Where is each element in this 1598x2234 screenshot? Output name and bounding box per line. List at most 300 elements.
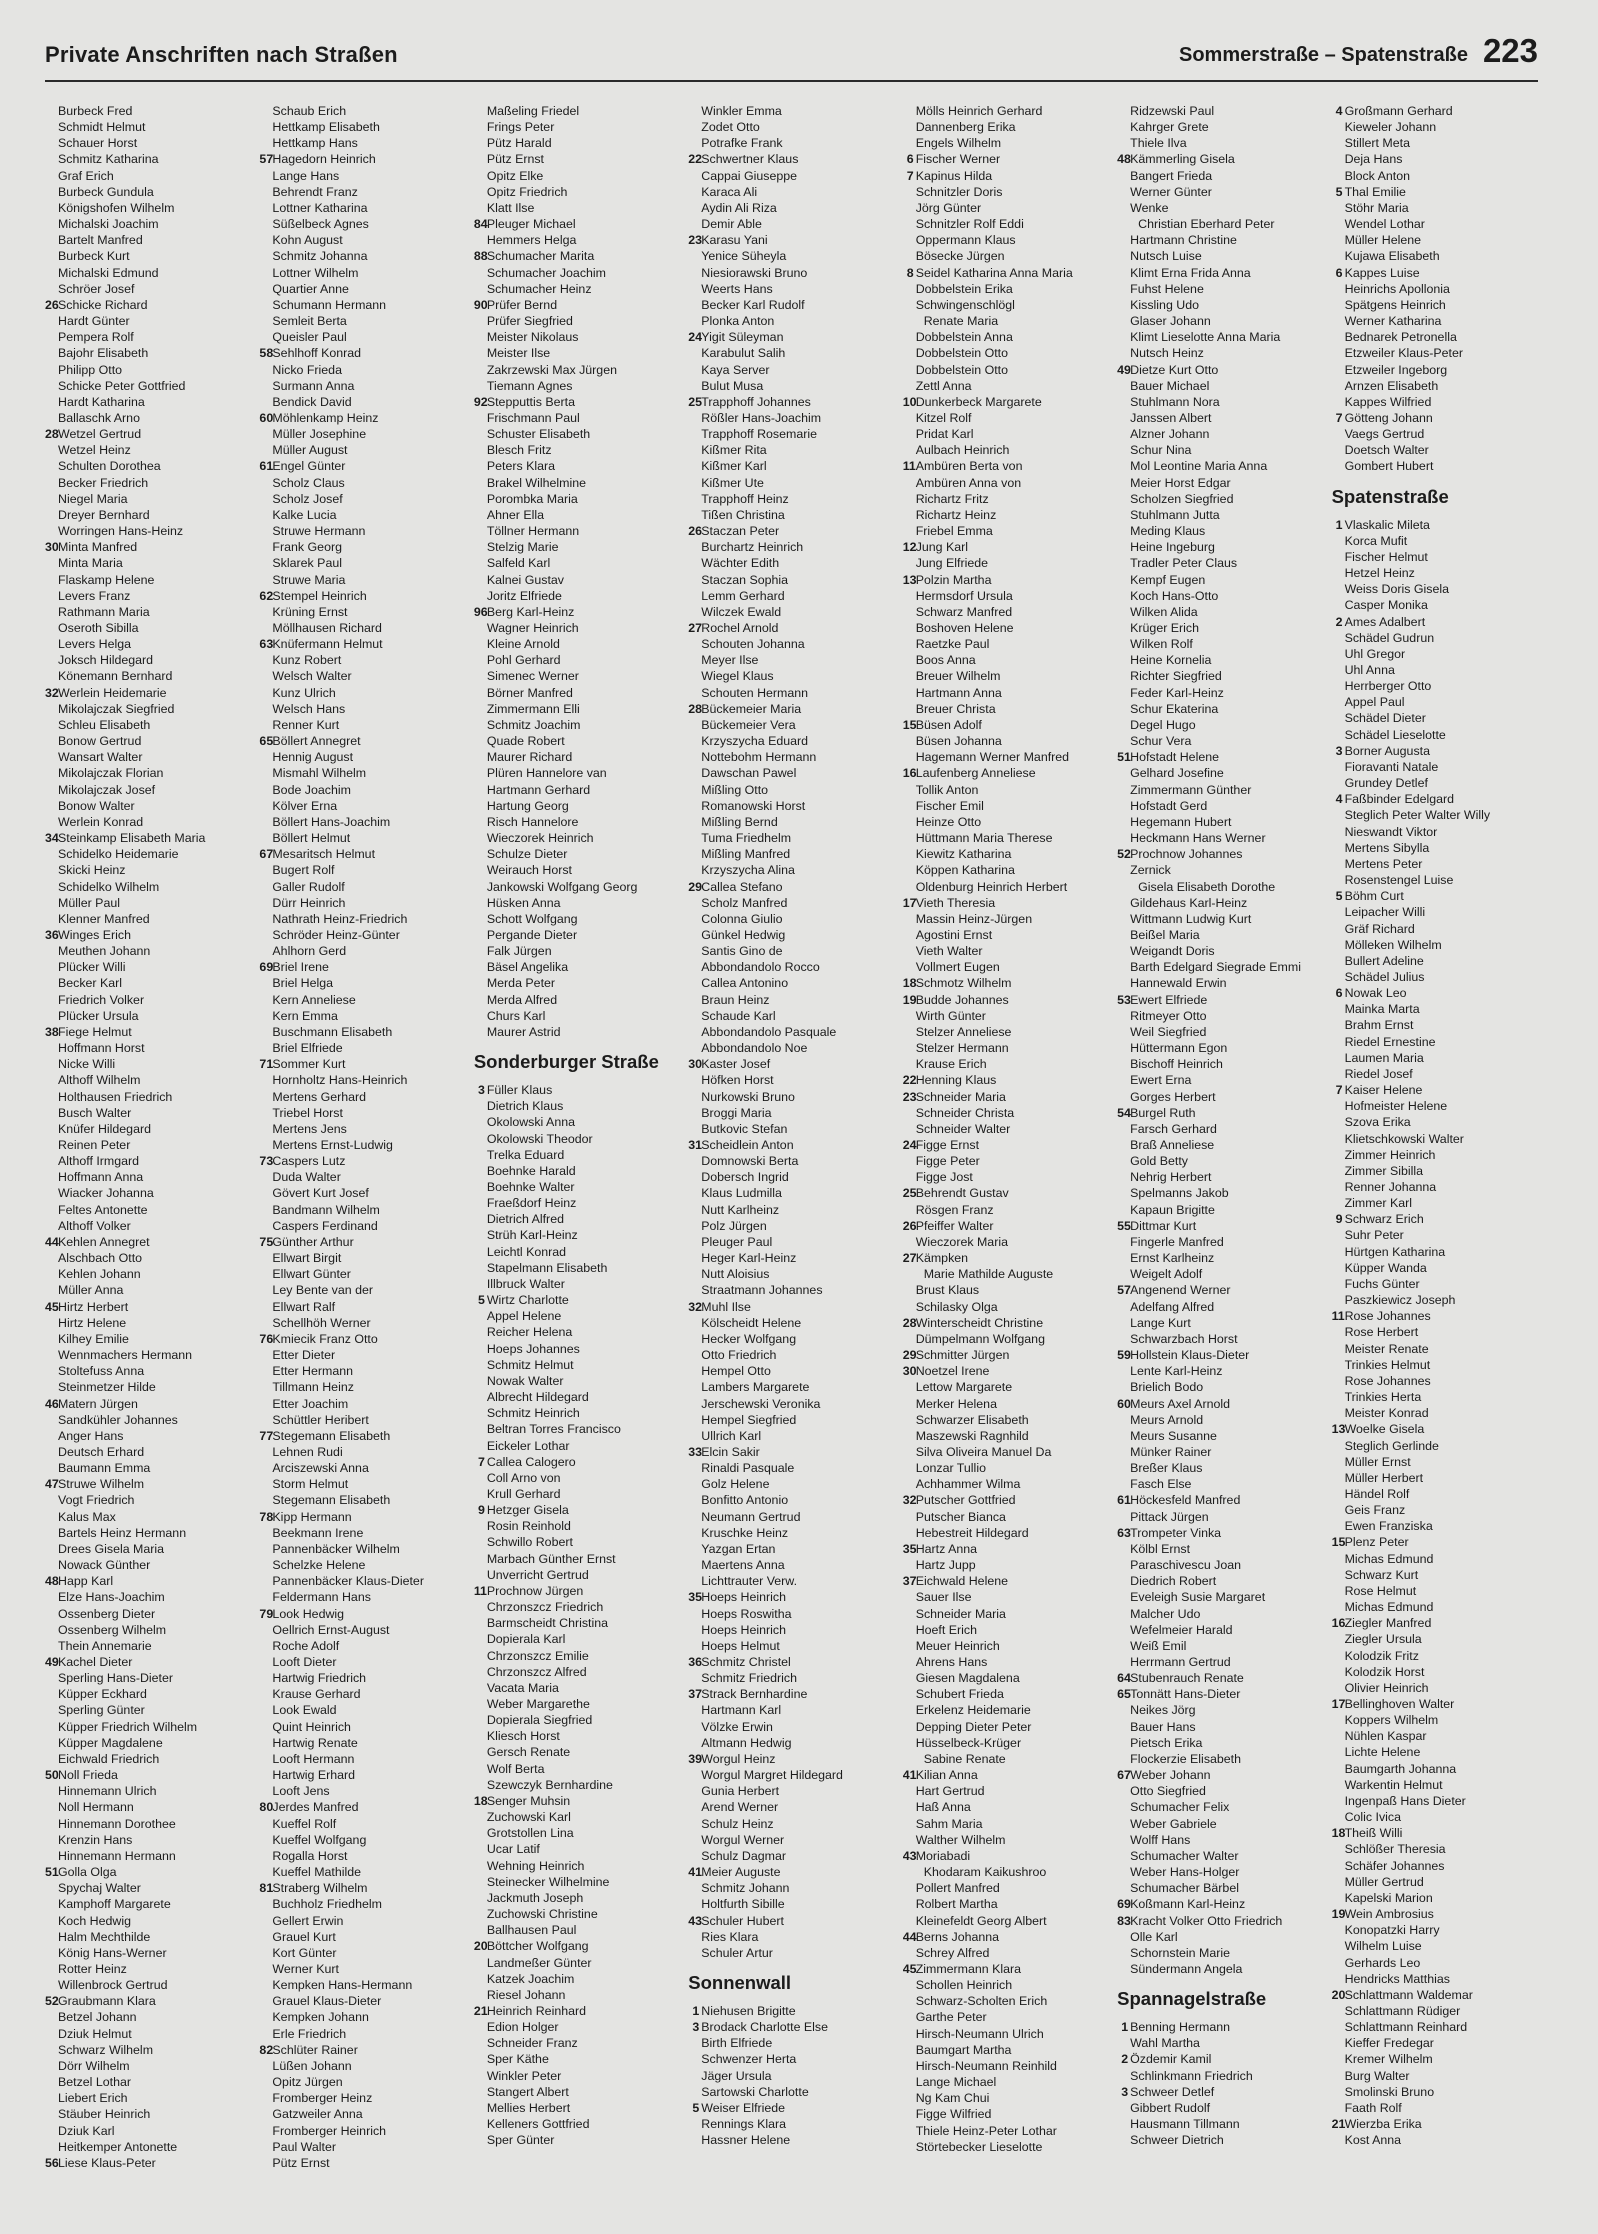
house-number: 28 — [902, 1315, 917, 1330]
resident-name: Lottner Katharina — [272, 200, 368, 215]
resident-name: Küpper Wanda — [1344, 1260, 1427, 1275]
resident-name: Mol Leontine Maria Anna — [1130, 459, 1268, 474]
resident-name: Wendel Lothar — [1344, 217, 1425, 232]
resident-entry — [1117, 1606, 1325, 1622]
resident-entry — [259, 168, 467, 184]
resident-name: Marie Mathilde Auguste — [923, 1267, 1054, 1282]
house-number: 7 — [1335, 1083, 1343, 1098]
resident-entry — [259, 1266, 467, 1282]
resident-name: Brahm Ernst — [1344, 1018, 1414, 1033]
house-number: 1 — [1335, 517, 1343, 532]
resident-name: Etter Joachim — [272, 1396, 349, 1411]
resident-name: Riesel Johann — [486, 1987, 566, 2002]
resident-entry — [259, 2009, 467, 2025]
resident-entry — [903, 1363, 1111, 1379]
resident-entry — [474, 2116, 682, 2132]
resident-name: Böllert Annegret — [272, 734, 361, 749]
resident-entry — [1332, 248, 1540, 264]
resident-entry — [1117, 604, 1325, 620]
resident-name: Golz Helene — [701, 1477, 770, 1492]
resident-name: Kracht Volker Otto Friedrich — [1130, 1913, 1283, 1928]
resident-name: Spychaj Walter — [58, 1881, 141, 1896]
resident-entry — [688, 1202, 896, 1218]
resident-entry — [1117, 2035, 1325, 2051]
resident-entry — [1117, 265, 1325, 281]
resident-entry — [1117, 2068, 1325, 2084]
resident-entry — [903, 1751, 1111, 1767]
resident-name: Engel Günter — [272, 459, 346, 474]
resident-entry — [45, 135, 253, 151]
resident-name: Maurer Astrid — [486, 1024, 561, 1039]
resident-name: Scholz Josef — [272, 491, 343, 506]
resident-name: Nutsch Luise — [1130, 249, 1202, 264]
resident-name: Paul Walter — [272, 2139, 337, 2154]
resident-name: Szova Erika — [1344, 1115, 1411, 1130]
resident-name: Struwe Hermann — [272, 524, 366, 539]
resident-entry — [688, 1573, 896, 1589]
resident-name: Strüh Karl-Heinz — [486, 1228, 578, 1243]
resident-name: Jung Karl — [915, 540, 969, 555]
resident-name: Kissling Udo — [1130, 297, 1200, 312]
resident-entry — [45, 507, 253, 523]
resident-name: Callea Stefano — [701, 879, 783, 894]
resident-name: Bartelt Manfred — [58, 233, 143, 248]
resident-entry — [903, 1719, 1111, 1735]
house-number: 5 — [692, 2100, 700, 2115]
resident-name: Reicher Helena — [486, 1325, 573, 1340]
resident-name: Nehrig Herbert — [1130, 1170, 1212, 1185]
resident-entry — [1117, 1832, 1325, 1848]
resident-name: Meister Renate — [1344, 1341, 1429, 1356]
resident-entry — [45, 2090, 253, 2106]
resident-entry — [688, 1008, 896, 1024]
resident-name: Khodaram Kaikushroo — [923, 1865, 1047, 1880]
resident-entry — [903, 2058, 1111, 2074]
house-number: 44 — [45, 1234, 59, 1249]
resident-entry — [1332, 1841, 1540, 1857]
resident-entry — [45, 733, 253, 749]
resident-entry — [1117, 620, 1325, 636]
resident-name: Ahrens Hans — [915, 1655, 988, 1669]
house-number: 21 — [473, 2003, 488, 2018]
resident-entry — [474, 765, 682, 781]
resident-entry — [903, 572, 1111, 588]
resident-name: Kahrger Grete — [1130, 120, 1209, 135]
resident-entry — [259, 636, 467, 652]
resident-entry — [259, 959, 467, 975]
resident-name: Hennig August — [272, 750, 354, 765]
resident-name: Rose Johannes — [1344, 1309, 1431, 1324]
resident-entry — [45, 1089, 253, 1105]
resident-name: Maszewski Ragnhild — [915, 1428, 1029, 1443]
resident-entry — [45, 2058, 253, 2074]
resident-name: Weber Johann — [1130, 1768, 1211, 1783]
resident-name: Ahlhorn Gerd — [272, 944, 347, 959]
resident-name: Hüsselbeck-Krüger — [915, 1735, 1022, 1750]
resident-name: Schuler Artur — [701, 1945, 773, 1960]
resident-entry — [1332, 378, 1540, 394]
resident-entry — [474, 1648, 682, 1664]
resident-name: Colonna Giulio — [701, 911, 783, 926]
resident-name: Müller Paul — [58, 895, 120, 910]
resident-entry — [1117, 297, 1325, 313]
resident-entry — [688, 1686, 896, 1702]
resident-name: Schumacher Joachim — [486, 265, 606, 280]
resident-entry — [1332, 426, 1540, 442]
resident-name: Angenend Werner — [1130, 1283, 1231, 1298]
house-number: 26 — [688, 524, 703, 539]
resident-name: Schlattmann Waldemar — [1344, 1987, 1473, 2002]
resident-entry — [1332, 265, 1540, 281]
resident-entry — [45, 1444, 253, 1460]
resident-entry — [259, 200, 467, 216]
house-number: 7 — [1335, 410, 1343, 425]
resident-name: Plenz Peter — [1344, 1535, 1409, 1550]
resident-name: Wein Ambrosius — [1344, 1907, 1434, 1922]
resident-name: Eichwald Friedrich — [58, 1751, 160, 1766]
resident-name: Feltes Antonette — [58, 1202, 148, 1217]
resident-entry — [259, 1977, 467, 1993]
resident-entry — [1332, 1955, 1540, 1971]
resident-name: Seidel Katharina Anna Maria — [915, 265, 1073, 280]
resident-entry — [1332, 2068, 1540, 2084]
resident-entry — [903, 184, 1111, 200]
resident-entry — [259, 992, 467, 1008]
resident-name: Mertens Gerhard — [272, 1089, 367, 1104]
resident-entry — [474, 846, 682, 862]
resident-entry — [45, 1832, 253, 1848]
resident-name: Schlößer Theresia — [1344, 1842, 1446, 1857]
resident-name: Dobersch Ingrid — [701, 1170, 789, 1185]
resident-name: Wierzba Erika — [1344, 2117, 1422, 2132]
house-number: 24 — [902, 1138, 917, 1152]
resident-entry — [903, 2090, 1111, 2106]
house-number: 47 — [45, 1477, 59, 1492]
resident-entry — [903, 1024, 1111, 1040]
resident-name: Hardt Günter — [58, 314, 130, 329]
resident-name: Hinnemann Ulrich — [58, 1784, 157, 1799]
resident-name: Kißmer Rita — [701, 443, 767, 458]
resident-entry — [688, 523, 896, 539]
house-number: 18 — [473, 1793, 488, 1808]
resident-name: Richartz Heinz — [915, 507, 997, 522]
resident-entry — [1117, 1848, 1325, 1864]
resident-name: Hornholtz Hans-Heinrich — [272, 1073, 408, 1088]
resident-entry — [259, 1832, 467, 1848]
resident-name: Zuchowski Christine — [486, 1907, 598, 1922]
resident-name: Rathmann Maria — [58, 604, 150, 619]
resident-name: Thal Emilie — [1344, 184, 1406, 199]
resident-entry — [903, 216, 1111, 232]
resident-name: Alschbach Otto — [58, 1251, 143, 1266]
resident-entry — [259, 507, 467, 523]
resident-entry — [45, 200, 253, 216]
resident-name: Kilhey Emilie — [58, 1331, 129, 1346]
resident-entry — [903, 1638, 1111, 1654]
resident-name: Faßbinder Edelgard — [1344, 792, 1455, 807]
resident-name: Hüsken Anna — [486, 895, 561, 910]
resident-entry — [474, 927, 682, 943]
resident-entry — [259, 2106, 467, 2122]
resident-name: Coll Arno von — [486, 1470, 561, 1485]
resident-entry — [688, 685, 896, 701]
resident-entry — [688, 943, 896, 959]
resident-entry — [1117, 119, 1325, 135]
resident-entry — [903, 782, 1111, 798]
resident-entry — [1332, 1874, 1540, 1890]
resident-entry — [259, 1929, 467, 1945]
resident-name: Kern Emma — [272, 1008, 338, 1023]
resident-name: Levers Franz — [58, 588, 131, 603]
resident-entry — [474, 200, 682, 216]
resident-name: Schwarz Erich — [1344, 1212, 1424, 1227]
resident-entry — [903, 1234, 1111, 1250]
resident-entry — [1117, 2019, 1325, 2035]
resident-name: Pietsch Erika — [1130, 1735, 1203, 1750]
house-number: 82 — [259, 2042, 274, 2057]
resident-name: Reinen Peter — [58, 1138, 131, 1152]
resident-name: Hermsdorf Ursula — [915, 588, 1013, 603]
resident-entry — [1117, 765, 1325, 781]
house-number: 41 — [688, 1865, 703, 1880]
resident-name: Scholz Claus — [272, 475, 345, 490]
resident-entry — [45, 975, 253, 991]
resident-name: Kehlen Johann — [58, 1267, 141, 1282]
resident-entry — [1117, 992, 1325, 1008]
house-number: 56 — [45, 2155, 59, 2170]
resident-entry — [1332, 362, 1540, 378]
resident-entry — [1117, 313, 1325, 329]
resident-entry — [688, 378, 896, 394]
resident-name: Füller Klaus — [486, 1083, 553, 1098]
resident-entry — [474, 1518, 682, 1534]
resident-entry — [474, 1502, 682, 1518]
resident-name: Erle Friedrich — [272, 2026, 347, 2041]
resident-entry — [1117, 1412, 1325, 1428]
resident-entry — [259, 1816, 467, 1832]
resident-name: Arnzen Elisabeth — [1344, 378, 1439, 393]
resident-name: Abbondandolo Pasquale — [701, 1024, 837, 1039]
resident-entry — [259, 1105, 467, 1121]
resident-entry — [45, 1977, 253, 1993]
resident-name: Kipp Hermann — [272, 1509, 352, 1524]
resident-name: Santis Gino de — [701, 944, 783, 959]
resident-name: Prüfer Bernd — [486, 297, 558, 312]
resident-entry — [1117, 1864, 1325, 1880]
resident-name: Hartmann Christine — [1130, 233, 1237, 248]
resident-name: Schmitz Katharina — [58, 152, 159, 167]
resident-entry — [688, 1250, 896, 1266]
resident-name: Schuster Elisabeth — [486, 427, 591, 442]
resident-entry — [1117, 523, 1325, 539]
resident-entry — [259, 1202, 467, 1218]
resident-name: Müller Josephine — [272, 427, 367, 442]
resident-entry — [259, 184, 467, 200]
resident-entry — [474, 1098, 682, 1114]
street-heading: Spannagelstraße — [1117, 1988, 1267, 2010]
resident-entry — [903, 135, 1111, 151]
resident-entry — [903, 1105, 1111, 1121]
resident-entry — [688, 539, 896, 555]
resident-name: Fischer Werner — [915, 152, 1001, 167]
resident-name: Hüttmann Maria Therese — [915, 831, 1053, 846]
resident-entry — [1117, 1299, 1325, 1315]
resident-entry — [1117, 1089, 1325, 1105]
resident-name: Breßer Klaus — [1130, 1461, 1203, 1476]
resident-name: Nühlen Kaspar — [1344, 1729, 1427, 1744]
resident-entry — [688, 1024, 896, 1040]
resident-entry — [688, 1040, 896, 1056]
resident-name: Theiß Willi — [1344, 1826, 1403, 1841]
resident-entry — [1332, 1066, 1540, 1082]
resident-name: Porombka Maria — [486, 491, 578, 506]
resident-name: Schädel Dieter — [1344, 711, 1426, 726]
resident-name: Eickeler Lothar — [486, 1438, 570, 1453]
resident-name: Stepputtis Berta — [486, 394, 576, 409]
resident-name: Figge Jost — [915, 1170, 973, 1185]
house-number: 51 — [45, 1865, 59, 1880]
resident-name: Kaya Server — [701, 362, 770, 377]
resident-name: Matern Jürgen — [58, 1396, 138, 1411]
resident-entry — [1117, 1799, 1325, 1815]
street-heading: Spatenstraße — [1331, 485, 1449, 507]
house-number: 69 — [259, 960, 274, 975]
resident-entry — [1117, 1492, 1325, 1508]
resident-name: Steinkamp Elisabeth Maria — [58, 831, 206, 846]
resident-name: Barth Edelgard Siegrade Emmi — [1130, 960, 1301, 975]
resident-entry — [688, 362, 896, 378]
resident-entry — [1332, 1017, 1540, 1033]
resident-entry — [474, 1599, 682, 1615]
resident-name: Stuhlmann Jutta — [1130, 507, 1220, 522]
resident-entry — [903, 265, 1111, 281]
resident-name: Kost Anna — [1344, 2133, 1402, 2148]
resident-entry — [1332, 1648, 1540, 1664]
resident-name: Fraeßdorf Heinz — [486, 1196, 577, 1211]
resident-name: Hoeft Erich — [915, 1622, 977, 1637]
resident-entry — [1332, 345, 1540, 361]
resident-entry — [903, 1993, 1111, 2009]
resident-entry — [259, 798, 467, 814]
resident-entry — [45, 2106, 253, 2122]
resident-name: Trinkies Herta — [1344, 1390, 1422, 1405]
resident-name: Brodack Charlotte Else — [701, 2020, 829, 2035]
resident-name: Meister Nikolaus — [486, 330, 579, 345]
resident-entry — [903, 1444, 1111, 1460]
resident-entry — [1332, 1373, 1540, 1389]
resident-name: Jerschewski Veronika — [701, 1396, 821, 1411]
resident-name: Prochnow Jürgen — [486, 1583, 584, 1598]
resident-name: Trapphoff Heinz — [701, 491, 789, 506]
resident-name: Willenbrock Gertrud — [58, 1978, 168, 1993]
resident-entry — [259, 765, 467, 781]
resident-entry — [1332, 2116, 1540, 2132]
resident-entry — [474, 1308, 682, 1324]
house-number: 30 — [45, 540, 59, 555]
resident-entry — [1332, 1324, 1540, 1340]
resident-entry — [259, 975, 467, 991]
resident-entry — [45, 491, 253, 507]
resident-name: Queisler Paul — [272, 330, 347, 345]
resident-name: Hartmann Karl — [701, 1703, 782, 1718]
resident-entry — [688, 2132, 896, 2148]
resident-entry — [688, 135, 896, 151]
resident-name: Ritmeyer Otto — [1130, 1008, 1207, 1023]
resident-name: Nutt Karlheinz — [701, 1202, 780, 1217]
resident-name: Schnitzler Doris — [915, 184, 1003, 199]
resident-entry — [903, 151, 1111, 167]
resident-entry — [474, 1858, 682, 1874]
resident-entry — [474, 620, 682, 636]
resident-name: Dannenberg Erika — [915, 120, 1016, 135]
resident-entry — [259, 103, 467, 119]
resident-name: Hempel Otto — [701, 1364, 771, 1379]
resident-name: Jackmuth Joseph — [486, 1890, 584, 1905]
resident-name: Hassner Helene — [701, 2133, 791, 2148]
resident-name: Thiele Heinz-Peter Lothar — [915, 2123, 1057, 2138]
resident-name: Garthe Peter — [915, 2010, 987, 2025]
resident-name: Schur Nina — [1130, 443, 1192, 458]
resident-name: Wirth Günter — [915, 1008, 986, 1023]
resident-entry — [45, 1525, 253, 1541]
house-number: 26 — [902, 1218, 917, 1233]
resident-name: Burbeck Fred — [58, 104, 133, 118]
resident-name: Schädel Julius — [1344, 969, 1425, 984]
resident-entry — [1332, 232, 1540, 248]
resident-entry — [45, 1606, 253, 1622]
resident-entry — [259, 1234, 467, 1250]
resident-entry — [1332, 1696, 1540, 1712]
resident-name: Frischmann Paul — [486, 410, 580, 425]
resident-entry — [903, 1008, 1111, 1024]
resident-name: Rochel Arnold — [701, 621, 779, 635]
house-number: 20 — [1331, 1987, 1346, 2002]
resident-entry — [45, 1573, 253, 1589]
resident-name: Heger Karl-Heinz — [701, 1251, 797, 1266]
resident-entry — [474, 1664, 682, 1680]
resident-name: Tollik Anton — [915, 782, 979, 797]
resident-entry — [474, 281, 682, 297]
resident-entry — [1117, 1686, 1325, 1702]
resident-name: Schmitz Johanna — [272, 249, 368, 264]
house-number: 43 — [688, 1913, 703, 1928]
resident-name: Plonka Anton — [701, 314, 775, 329]
resident-name: Zimmer Sibilla — [1344, 1163, 1424, 1178]
resident-entry — [1117, 862, 1325, 878]
resident-name: Oellrich Ernst-August — [272, 1622, 390, 1637]
resident-entry — [688, 911, 896, 927]
resident-name: Meier Horst Edgar — [1130, 475, 1231, 490]
resident-name: Niegel Maria — [58, 491, 128, 506]
resident-name: Minta Maria — [58, 556, 123, 571]
resident-entry — [1117, 1282, 1325, 1298]
resident-name: Burchartz Heinrich — [701, 540, 804, 555]
resident-entry — [1332, 581, 1540, 597]
resident-entry — [45, 1040, 253, 1056]
resident-name: Pfeiffer Walter — [915, 1218, 994, 1233]
resident-entry — [45, 992, 253, 1008]
resident-name: Kalnei Gustav — [486, 572, 564, 587]
resident-name: Mikolajczak Josef — [58, 782, 156, 797]
house-number: 52 — [45, 1994, 59, 2009]
resident-name: Hetzger Gisela — [486, 1503, 569, 1518]
house-number: 78 — [259, 1509, 274, 1524]
house-number: 27 — [688, 621, 703, 635]
resident-entry — [1117, 1072, 1325, 1088]
resident-entry — [474, 151, 682, 167]
resident-entry — [474, 1809, 682, 1825]
resident-name: Friebel Emma — [915, 524, 993, 539]
